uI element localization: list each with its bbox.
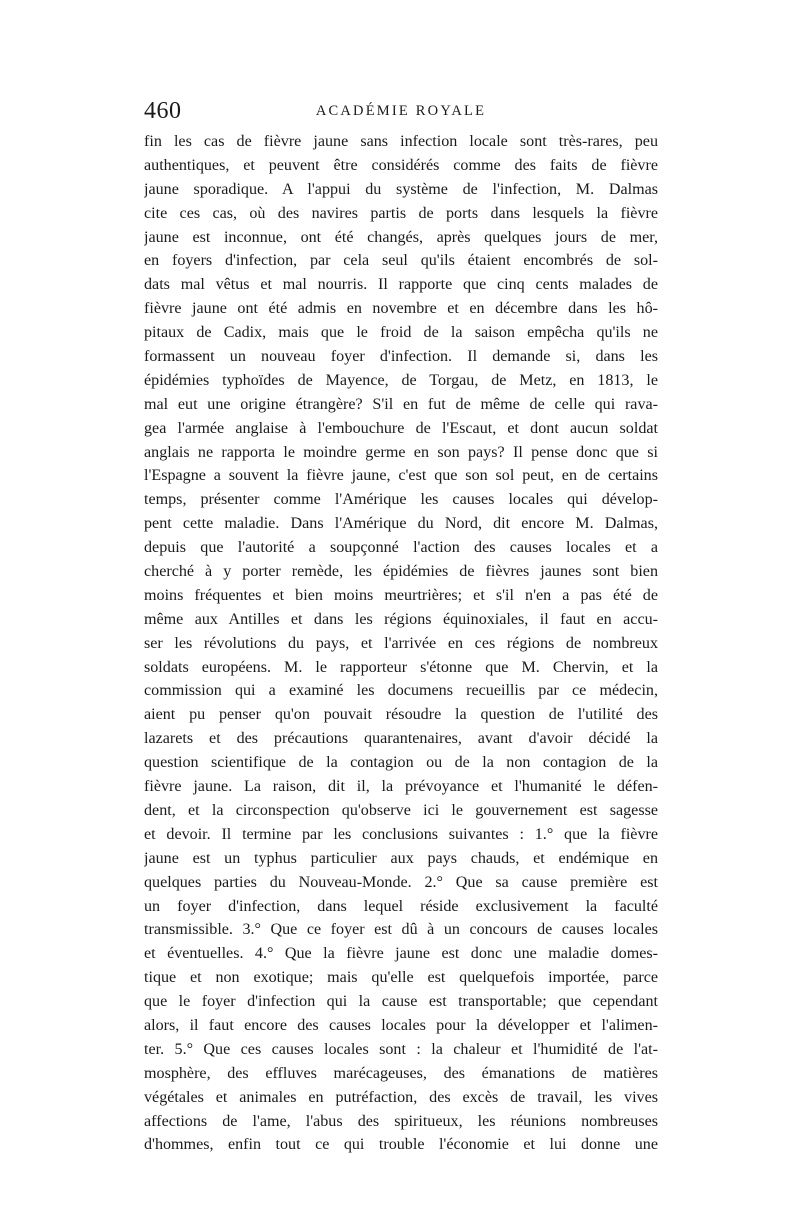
text-line: d'hommes, enfin tout ce qui trouble l'économie et lui donne une xyxy=(144,1136,658,1154)
text-line: même aux Antilles et dans les régions équinoxiales, il faut en accu- xyxy=(144,610,658,628)
text-line: un foyer d'infection, dans lequel réside exclusivement la faculté xyxy=(144,897,658,915)
text-line: végétales et animales en putréfaction, des excès de travail, les vives xyxy=(144,1088,658,1106)
text-line: jaune sporadique. A l'appui du système de l'infection, M. Dalmas xyxy=(144,180,658,198)
text-line: cite ces cas, où des navires partis de ports dans lesquels la fièvre xyxy=(144,204,658,222)
text-line: authentiques, et peuvent être considérés comme des faits de fièvre xyxy=(144,156,658,174)
text-line: fièvre jaune ont été admis en novembre et en décembre dans les hô- xyxy=(144,300,658,318)
text-line: pent cette maladie. Dans l'Amérique du Nord, dit encore M. Dalmas, xyxy=(144,515,658,533)
text-line: formassent un nouveau foyer d'infection. Il demande si, dans les xyxy=(144,348,658,366)
text-line: tique et non exotique; mais qu'elle est quelquefois importée, parce xyxy=(144,969,658,987)
body-paragraph xyxy=(144,130,658,1157)
text-line: en foyers d'infection, par cela seul qu'ils étaient encombrés de sol- xyxy=(144,252,658,270)
text-line: et devoir. Il termine par les conclusions suivantes : 1.° que la fièvre xyxy=(144,825,658,843)
text-line: alors, il faut encore des causes locales pour la développer et l'alimen- xyxy=(144,1016,658,1034)
running-header xyxy=(144,96,658,126)
text-line: pitaux de Cadix, mais que le froid de la saison empêcha qu'ils ne xyxy=(144,324,658,342)
text-line: question scientifique de la contagion ou de la non contagion de la xyxy=(144,754,658,772)
text-line: ser les révolutions du pays, et l'arrivée en ces régions de nombreux xyxy=(144,634,658,652)
text-line: moins fréquentes et bien moins meurtrières; et s'il n'en a pas été de xyxy=(144,586,658,604)
text-line: temps, présenter comme l'Amérique les causes locales qui dévelop- xyxy=(144,491,658,509)
text-line: ter. 5.° Que ces causes locales sont : la chaleur et l'humidité de l'at- xyxy=(144,1040,658,1058)
text-line: jaune est un typhus particulier aux pays chauds, et endémique en xyxy=(144,849,658,867)
text-line: fin les cas de fièvre jaune sans infection locale sont très-rares, peu xyxy=(144,133,658,150)
text-line: affections de l'ame, l'abus des spiritueux, les réunions nombreuses xyxy=(144,1112,658,1130)
text-line: aient pu penser qu'on pouvait résoudre la question de l'utilité des xyxy=(144,706,658,724)
text-line: que le foyer d'infection qui la cause est transportable; que cependant xyxy=(144,993,658,1011)
text-line: transmissible. 3.° Que ce foyer est dû à un concours de causes locales xyxy=(144,921,658,939)
text-line: lazarets et des précautions quarantenaires, avant d'avoir décidé la xyxy=(144,730,658,748)
text-line: mal eut une origine étrangère? S'il en fut de même de celle qui rava- xyxy=(144,395,658,413)
text-line: anglais ne rapporta le moindre germe en son pays? Il pense donc que si xyxy=(144,443,658,461)
text-line: et éventuelles. 4.° Que la fièvre jaune est donc une maladie domes- xyxy=(144,945,658,963)
text-line: quelques parties du Nouveau-Monde. 2.° Que sa cause première est xyxy=(144,873,658,891)
text-line: fièvre jaune. La raison, dit il, la prévoyance et l'humanité le défen- xyxy=(144,778,658,796)
text-line: soldats européens. M. le rapporteur s'étonne que M. Chervin, et la xyxy=(144,658,658,676)
text-line: épidémies typhoïdes de Mayence, de Torgau, de Metz, en 1813, le xyxy=(144,371,658,389)
text-line: commission qui a examiné les documens recueillis par ce médecin, xyxy=(144,682,658,700)
text-line: depuis que l'autorité a soupçonné l'action des causes locales et a xyxy=(144,539,658,557)
text-line: l'Espagne a souvent la fièvre jaune, c'est que son sol peut, en de certains xyxy=(144,467,658,485)
text-line: jaune est inconnue, ont été changés, après quelques jours de mer, xyxy=(144,228,658,246)
running-title: ACADÉMIE ROYALE xyxy=(315,103,487,119)
text-line: cherché à y porter remède, les épidémies de fièvres jaunes sont bien xyxy=(144,563,658,581)
text-line: dent, et la circonspection qu'observe ici le gouvernement est sagesse xyxy=(144,801,658,819)
page-number: 460 xyxy=(144,98,182,124)
text-line: mosphère, des effluves marécageuses, des émanations de matières xyxy=(144,1064,658,1082)
text-line: gea l'armée anglaise à l'embouchure de l'Escaut, et dont aucun soldat xyxy=(144,419,658,437)
text-line: dats mal vêtus et mal nourris. Il rapporte que cinq cents malades de xyxy=(144,276,658,294)
